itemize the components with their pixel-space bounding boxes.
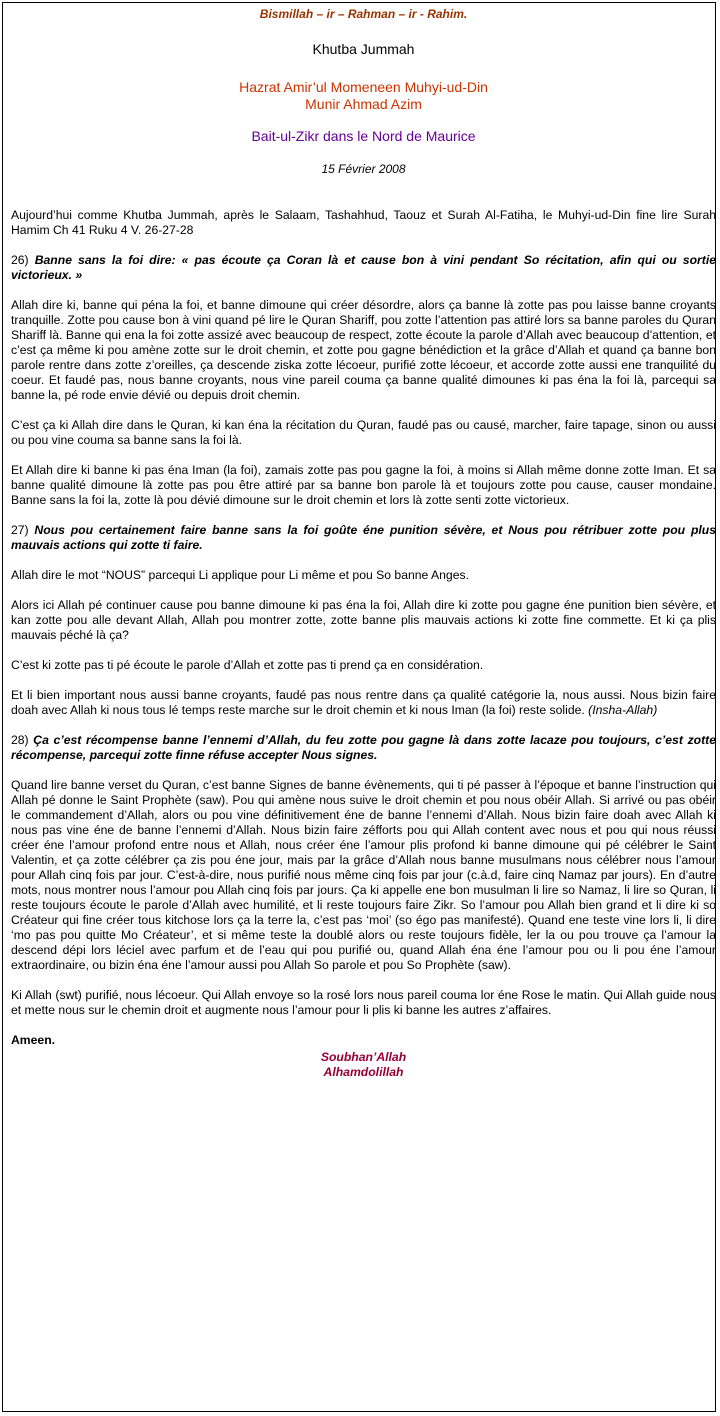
speaker-fullname: Munir Ahmad Azim: [305, 96, 422, 112]
page-frame: [2, 2, 716, 1412]
paragraph: Allah dire ki, banne qui péna la foi, et banne dimoune qui créer désordre, alors ça banne là zotte pas pou laisse banne croyants tranquille. Zotte pou cause bon à vini quand pé lire le Quran Shariff, pou zotte l’attention pas attiré lors sa banne paroles du Quran Shariff là. Banne qui ena la foi zotte assizé avec beaucoup de respect, zotte écoute la parole d’Allah avec beaucoup d’attention, et c’est ça même ki pou amène zotte sur le droit chemin, et zotte pou gagne bénédiction et la grâce d’Allah et quand ça banne bon parole rentre dans zotte z’oreilles, ça descende ziska zotte lécoeur, purifié zotte lécoeur, et accorde zotte aussi ene tranquilité du coeur. Et faudé pas, nous banne croyants, nous vine pareil couma ça banne qualité dimounes ki pas éna la foi là, parcequi sa banne la, pé rode envie dévié ou depuis droit chemin.: [11, 298, 716, 402]
bismillah-heading: Bismillah – ir – Rahman – ir - Rahim.: [259, 7, 468, 21]
intro-paragraph: Aujourd’hui comme Khutba Jummah, après le Salaam, Tashahhud, Taouz et Surah Al-Fatiha, le Muhyi-ud-Din fine lire Surah Hamim Ch 41 Ruku 4 V. 26-27-28: [11, 208, 716, 237]
insha-allah: (Insha-Allah): [588, 703, 658, 717]
paragraph: Allah dire le mot “NOUS” parcequi Li applique pour Li même et pou So banne Anges.: [11, 568, 469, 582]
paragraph: Et Allah dire ki banne ki pas éna Iman (la foi), zamais zotte pas pou gagne la foi, à moins si Allah même donne zotte Iman. Et sa banne qualité dimoune là zotte pas pou être attiré par sa banne bon parole là et toujours zotte pou cause, causer mondaine. Banne sans la foi la, zotte là pou dévié dimoune sur le droit chemin et lors là zotte senti zotte victorieux.: [11, 463, 716, 507]
paragraph: [11, 688, 716, 718]
verse-number: 28): [11, 733, 29, 747]
verse-text: Ça c’est récompense banne l’ennemi d’Allah, du feu zotte pou gagne là dans zotte lacaze pou toujours, c’est zotte récompense, parcequi zotte finne réfuse accepter Nous signes.: [11, 733, 716, 762]
paragraph: Alors ici Allah pé continuer cause pou banne dimoune ki pas éna la foi, Allah dire ki zotte pou gagne éne punition bien sévère, et kan zotte pou alle devant Allah, Allah pou montrer zotte, zotte banne plis mauvais actions ki zotte fine commette. Et ki ça plis mauvais péché là ça?: [11, 598, 716, 642]
closing-subhanallah: Soubhan’Allah: [320, 1050, 407, 1064]
verse-text: Nous pou certainement faire banne sans la foi goûte éne punition sévère, et Nous pou rétribuer zotte pou plus mauvais actions qui zotte ti faire.: [11, 523, 716, 552]
date: 15 Février 2008: [321, 162, 406, 176]
verse-26: [11, 253, 716, 283]
document-content: [11, 7, 716, 1080]
paragraph-text: Et li bien important nous aussi banne croyants, faudé pas nous rentre dans ça qualité catégorie la, nous aussi. Nous bizin faire doah avec Allah ki nous tous lé temps reste marche sur le droit chemin et ki nous Iman (la foi) reste solide.: [11, 688, 716, 717]
verse-number: 27): [11, 523, 29, 537]
ameen: Ameen.: [11, 1033, 56, 1047]
closing-alhamdolillah: Alhamdolillah: [323, 1065, 404, 1079]
verse-28: [11, 733, 716, 763]
khutba-title: Khutba Jummah: [312, 41, 415, 57]
paragraph: C’est ça ki Allah dire dans le Quran, ki kan éna la récitation du Quran, faudé pas ou causé, marcher, faire tapage, sinon ou aussi ou pou vine couma sa banne sans la foi là.: [11, 418, 716, 447]
paragraph: Quand lire banne verset du Quran, c’est banne Signes de banne évènements, qui ti pé passer à l’époque et banne l’instruction qui Allah pé donne le Saint Prophète (saw). Pou qui amène nous suive le droit chemin et pou nous obéir Allah. Si arrivé ou pas obéir le commandement d’Allah, alors ou pou vine définitivement éne de banne l’ennemi d’Allah. Nous bizin faire doah avec Allah ki nous pas vine éne de banne l’ennemi d’Allah. Nous bizin faire zéfforts pou qui Allah content avec nous et pou qui nous réussi créer éne l’amour profond entre nous et Allah, nous créer éne l’amour plis profond ki banne dimoune qui pé célébrer le Saint Valentin, et ça zotte célébrer ça zis pou éne jour, mais par la grâce d’Allah nous banne musulmans nous célébrer nous l’amour pour Allah cinq fois par jour. C’est-à-dire, nous purifié nous même cinq fois par jour (c.à.d, faire cinq Namaz par jours). En d’autre mots, nous montrer nous l’amour pou Allah cinq fois par jours. Ça ki appelle ene bon musulman li lire so Namaz, li lire so Quran, li reste toujours écoute le parole d’Allah avec humilité, et li reste toujours faire Zikr. So l’amour pou Allah bien grand et li dire ki so Créateur qui fine créer tous kitchose lors ça la terre la, c’est pas ‘moi’ (so égo pas manifesté). Quand ene teste vine lors li, li dire ‘mo pas pou quitte Mo Créateur’, et si même teste la doublé alors ou reste toujours fidèle, ler la ou pou trouve ça l’amour la descend dépi lors léciel avec parfum et de l’eau qui pou purifié ou, quand Allah éna éne l’amour pou ou li pou éne l’amour extraordinaire, ou bizin éna éne l’amour aussi pou Allah So parole et pou So Prophète (saw).: [11, 778, 716, 972]
paragraph: Ki Allah (swt) purifié, nous lécoeur. Qui Allah envoye so la rosé lors nous pareil couma lor éne Rose le matin. Qui Allah guide nous et mette nous sur le chemin droit et augmente nous l’amour pour li plis ki banne les autres z’affaires.: [11, 988, 716, 1017]
speaker-title: Hazrat Amir’ul Momeneen Muhyi-ud-Din: [239, 79, 488, 95]
verse-number: 26): [11, 253, 29, 267]
speaker-name: [11, 79, 716, 113]
verse-27: [11, 523, 716, 553]
verse-text: Banne sans la foi dire: « pas écoute ça Coran là et cause bon à vini pendant So récitation, afin qui ou sortie victorieux. »: [11, 253, 716, 282]
venue: Bait-ul-Zikr dans le Nord de Maurice: [251, 128, 476, 144]
paragraph: C’est ki zotte pas ti pé écoute le parole d’Allah et zotte pas ti prend ça en considération.: [11, 658, 484, 672]
